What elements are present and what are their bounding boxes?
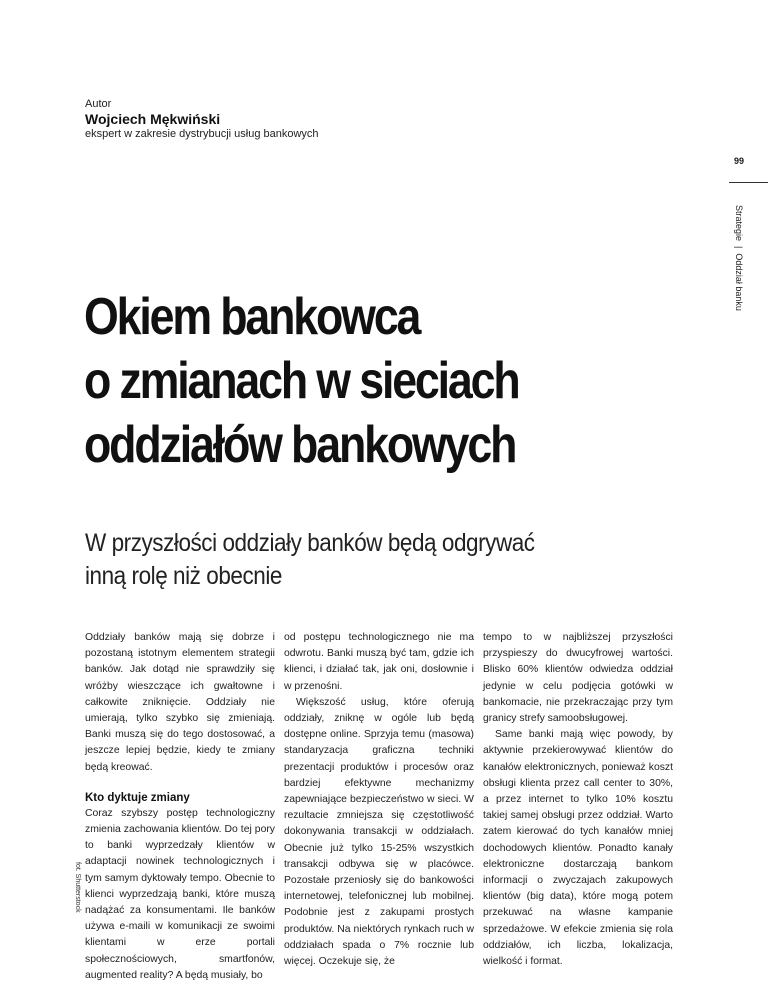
page-number: 99 [734,156,745,166]
photo-credit-text: fot. Shutterstock [74,862,81,913]
article-subtitle [85,527,625,593]
page-rule [729,182,768,183]
body-paragraph: od postępu technologicznego nie ma odwrotu. Banki muszą być tam, gdzie ich klienci, i działać tak, jak oni, dosłownie i w przenośni. [284,632,474,692]
title-line: Okiem bankowca [84,288,420,346]
article-column-2 [284,630,474,970]
author-label: Autor [85,98,112,110]
article-column-3 [483,630,673,970]
photo-credit [71,862,81,922]
section-topic: Oddział banku [734,253,744,311]
section-heading: Kto dyktuje zmiany [85,791,190,804]
body-paragraph: tempo to w najbliższej przyszłości przyspieszy do dwucyfrowej wartości. Blisko 60% klientów odwiedza oddział jedynie w celu podjęcia gotówki w bankomacie, nie przekraczając przy tym granicy strefy samoobsługowej. [483,632,673,725]
article-title [84,285,617,477]
body-paragraph: Większość usług, które oferują oddziały, zniknę w ogóle lub będą dostępne online. Sprzyja temu (masowa) standaryzacja graficzna techniki prezentacji produktów i procesów oraz bardziej efektywne mechanizmy zapewniające bezpieczeństwo w sieci. W rezultacie zmniejsza się częstotliwość dokonywania transakcji w oddziałach. Obecnie już tylko 15-25% wszystkich transakcji odbywa się w placówce. Pozostałe przeniosły się do bankowości internetowej, telefonicznej lub mobilnej. Podobnie jest z zakupami prostych produktów. Na niektórych rynkach ruch w oddziałach spada o 7% rocznie lub więcej. Oczekuje się, że [284,696,474,968]
title-line: o zmianach w sieciach [84,352,519,410]
body-paragraph: Coraz szybszy postęp technologiczny zmienia zachowania klientów. Do tej pory to banki wyprzedzały klientów w adaptacji nowinek technologicznych i tym samym dyktowały tempo. Obecnie to klienci wyprzedzają banki, które muszą nadążać za konsumentami. Ile banków używa e-maili w komunikacji ze swoimi klientami w erze portali społecznościowych, smartfonów, augmented reality? A będą musiały, bo [85,807,275,981]
subtitle-line: inną rolę niż obecnie [85,562,282,590]
section-label [734,205,744,315]
section-separator: | [734,246,744,249]
author-role: ekspert w zakresie dystrybucji usług bankowych [85,128,319,140]
subtitle-line: W przyszłości oddziały banków będą odgrywać [85,529,535,557]
article-column-1 [85,630,275,984]
title-line: oddziałów bankowych [84,416,516,474]
intro-paragraph: Oddziały banków mają się dobrze i pozostaną istotnym elementem strategii banków. Jak dotąd nie sprawdziły się wróżby wieszczące ich gwałtowne i całkowite zniknięcie. Oddziały nie umierają, tylko szybko się zmieniają. Banki muszą się do tego dostosować, a jeszcze lepiej będzie, kiedy te zmiany będą kreować. [85,632,275,773]
section-category: Strategie [734,205,744,242]
author-name: Wojciech Mękwiński [85,111,221,127]
body-paragraph: Same banki mają więc powody, by aktywnie przekierowywać klientów do kanałów elektronicznych, ponieważ koszt obsługi klienta przez call center to 30%, a przez internet to tylko 10% kosztu takiej samej obsługi przez oddział. Warto zatem kierować do tych kanałów mniej dochodowych klientów. Ponadto kanały elektroniczne dostarczają bankom informacji o zwyczajach zakupowych klientów (big data), które mogą potem przekuwać na własne kampanie sprzedażowe. W efekcie zmienia się rola oddziałów, ich liczba, lokalizacja, wielkość i format. [483,729,673,968]
